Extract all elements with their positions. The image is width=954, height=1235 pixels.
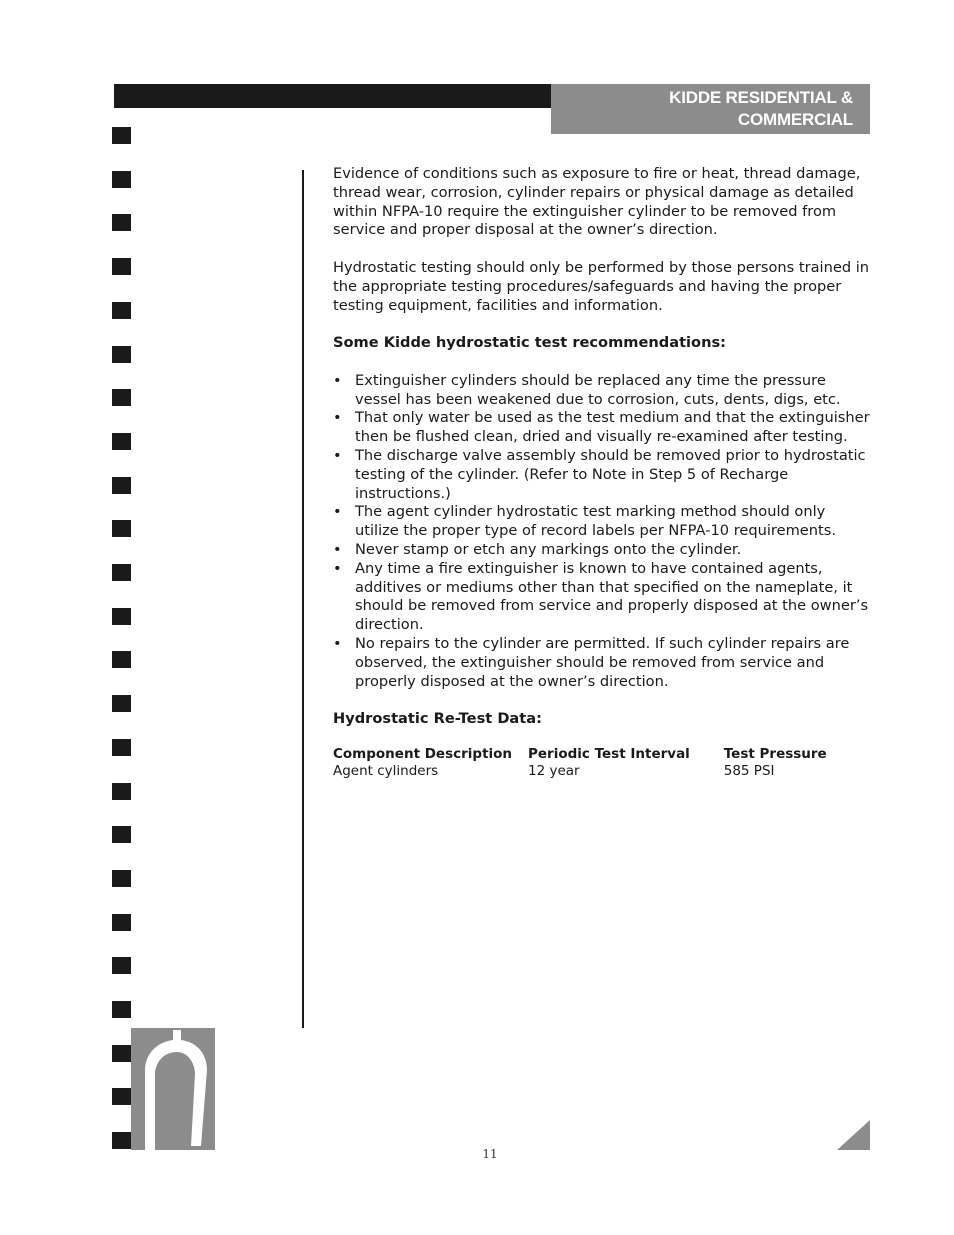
- paragraph: Hydrostatic testing should only be performed by those persons trained in the appropriate testing procedures/safeguards and having the proper testing equipment, facilities and information.: [333, 258, 870, 314]
- list-item: [333, 409, 873, 447]
- column-header: Periodic Test Interval: [528, 745, 690, 762]
- main-content: [333, 165, 873, 780]
- list-item-text: Any time a fire extinguisher is known to have contained agents, additives or mediums other than that specified on the nameplate, it should be removed from service and properly disposed at the owner’s direction.: [355, 559, 869, 634]
- side-square: [112, 433, 131, 450]
- retest-heading: Hydrostatic Re-Test Data:: [333, 710, 542, 728]
- list-item: [333, 560, 873, 635]
- side-square: [112, 302, 131, 319]
- table-cell: 12 year: [528, 762, 580, 779]
- side-square: [112, 389, 131, 406]
- column-divider: [302, 170, 304, 1028]
- list-item-text: No repairs to the cylinder are permitted. If such cylinder repairs are observed, the extinguisher should be removed from service and properly disposed at the owner’s direction.: [355, 634, 850, 690]
- recommendations-list: [333, 372, 873, 692]
- side-square: [112, 1045, 131, 1062]
- header-title-box: [551, 84, 870, 153]
- column-header: Test Pressure: [723, 745, 827, 762]
- bullet: •: [333, 503, 342, 521]
- side-square: [112, 1132, 131, 1149]
- list-item: [333, 447, 873, 503]
- bullet: •: [333, 409, 342, 427]
- bullet: •: [333, 634, 342, 652]
- side-square: [112, 695, 131, 712]
- list-item-text: That only water be used as the test medium and that the extinguisher then be flushed clean, dried and visually re-examined after testing.: [355, 409, 870, 446]
- page-corner-triangle: [837, 1120, 870, 1150]
- side-square: [112, 651, 131, 668]
- table-cell: 585 PSI: [723, 762, 775, 779]
- list-item-text: Never stamp or etch any markings onto the cylinder.: [355, 540, 742, 558]
- table-header-row: [333, 746, 873, 763]
- recommendations-heading: Some Kidde hydrostatic test recommendations:: [333, 334, 726, 352]
- side-square: [112, 1001, 131, 1018]
- side-square: [112, 783, 131, 800]
- bullet: •: [333, 371, 342, 389]
- bullet: •: [333, 559, 342, 577]
- list-item-text: The agent cylinder hydrostatic test marking method should only utilize the proper type of record labels per NFPA-10 requirements.: [355, 503, 836, 540]
- side-square: [112, 870, 131, 887]
- list-item: [333, 635, 873, 691]
- side-square: [112, 1088, 131, 1105]
- manual-title: pro line service manual: [652, 133, 853, 153]
- side-square: [112, 914, 131, 931]
- table-cell: Agent cylinders: [333, 762, 439, 779]
- paragraph: Evidence of conditions such as exposure to fire or heat, thread damage, thread wear, corrosion, cylinder repairs or physical damage as detailed within NFPA-10 require the extinguisher cylinder to be removed from service and proper disposal at the owner’s direction.: [333, 165, 861, 239]
- side-film-strip: [112, 0, 132, 1235]
- list-item: [333, 372, 873, 410]
- side-square: [112, 214, 131, 231]
- list-item-text: The discharge valve assembly should be removed prior to hydrostatic testing of the cylinder. (Refer to Note in Step 5 of Recharge instructions.): [355, 446, 866, 502]
- fire-extinguisher-icon: [131, 1028, 215, 1150]
- list-item: [333, 503, 873, 541]
- side-square: [112, 258, 131, 275]
- page-number: 11: [482, 1147, 498, 1161]
- side-square: [112, 739, 131, 756]
- table-row: [333, 763, 873, 780]
- side-square: [112, 171, 131, 188]
- side-square: [112, 520, 131, 537]
- side-square: [112, 346, 131, 363]
- list-item: [333, 541, 873, 560]
- extinguisher-panel: [131, 1028, 215, 1150]
- side-square: [112, 477, 131, 494]
- retest-table: [333, 746, 873, 780]
- bullet: •: [333, 540, 342, 558]
- side-square: [112, 608, 131, 625]
- list-item-text: Extinguisher cylinders should be replaced any time the pressure vessel has been weakened due to corrosion, cuts, dents, digs, etc.: [355, 371, 841, 408]
- bullet: •: [333, 446, 342, 464]
- side-square: [112, 127, 131, 144]
- side-square: [112, 826, 131, 843]
- side-square: [112, 957, 131, 974]
- column-header: Component Description: [333, 745, 513, 762]
- company-name: KIDDE RESIDENTIAL & COMMERCIAL: [669, 88, 853, 129]
- side-square: [112, 564, 131, 581]
